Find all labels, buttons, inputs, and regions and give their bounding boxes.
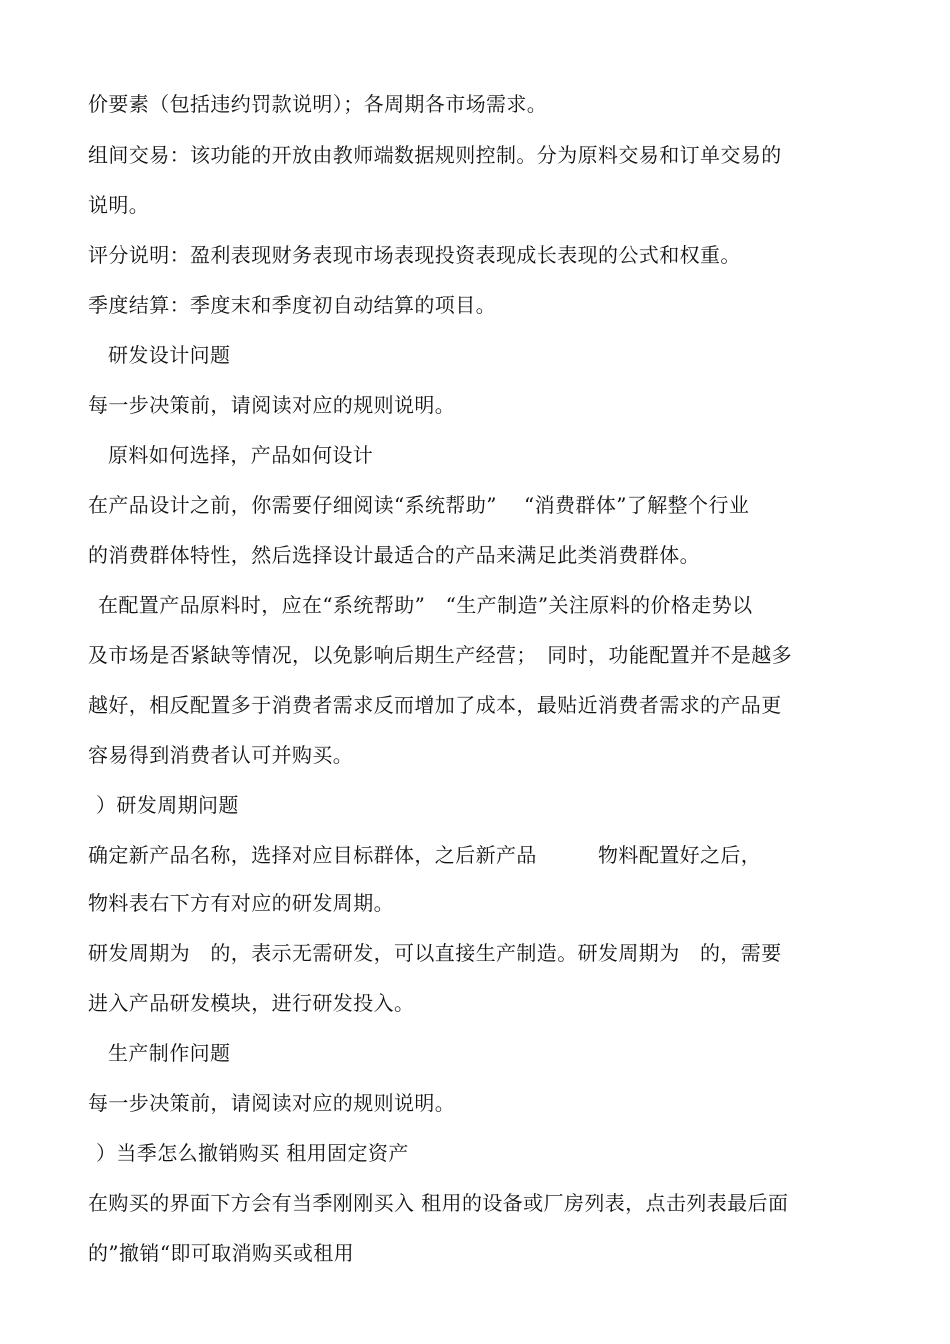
- paragraph-line: 在产品设计之前，你需要仔细阅读“系统帮助” “消费群体”了解整个行业: [88, 493, 750, 517]
- paragraph-line: 每一步决策前，请阅读对应的规则说明。: [88, 393, 456, 417]
- paragraph-line: 物料表右下方有对应的研发周期。: [88, 891, 394, 915]
- paragraph-line: 评分说明：盈利表现财务表现市场表现投资表现成长表现的公式和权重。: [88, 243, 741, 267]
- section-heading: 生产制作问题: [108, 1041, 231, 1065]
- subsection-heading: ）研发周期问题: [96, 793, 239, 817]
- paragraph-line: 每一步决策前，请阅读对应的规则说明。: [88, 1091, 456, 1115]
- paragraph-line: 容易得到消费者认可并购买。: [88, 743, 354, 767]
- subsection-heading: 原料如何选择，产品如何设计: [108, 443, 374, 467]
- paragraph-line: 在购买的界面下方会有当季刚刚买入 租用的设备或厂房列表，点击列表最后面: [88, 1191, 789, 1215]
- paragraph-line: 的”撤销“即可取消购买或租用: [88, 1241, 355, 1265]
- paragraph-line: 的消费群体特性，然后选择设计最适合的产品来满足此类消费群体。: [88, 543, 700, 567]
- paragraph-line: 研发周期为 的，表示无需研发，可以直接生产制造。研发周期为 的，需要: [88, 941, 782, 965]
- paragraph-line: 及市场是否紧缺等情况，以免影响后期生产经营； 同时，功能配置并不是越多: [88, 643, 792, 667]
- paragraph-line: 在配置产品原料时，应在“系统帮助” “生产制造”关注原料的价格走势以: [98, 593, 753, 617]
- paragraph-line: 进入产品研发模块，进行研发投入。: [88, 991, 415, 1015]
- paragraph-line: 说明。: [88, 193, 150, 217]
- subsection-heading: ）当季怎么撤销购买 租用固定资产: [96, 1141, 409, 1165]
- paragraph-line: 确定新产品名称，选择对应目标群体，之后新产品 物料配置好之后，: [88, 843, 762, 867]
- paragraph-line: 价要素（包括违约罚款说明）；各周期各市场需求。: [88, 92, 548, 116]
- section-heading: 研发设计问题: [108, 343, 231, 367]
- paragraph-line: 越好，相反配置多于消费者需求反而增加了成本，最贴近消费者需求的产品更: [88, 693, 782, 717]
- paragraph-line: 季度结算：季度末和季度初自动结算的项目。: [88, 293, 496, 317]
- paragraph-line: 组间交易：该功能的开放由教师端数据规则控制。分为原料交易和订单交易的: [88, 143, 782, 167]
